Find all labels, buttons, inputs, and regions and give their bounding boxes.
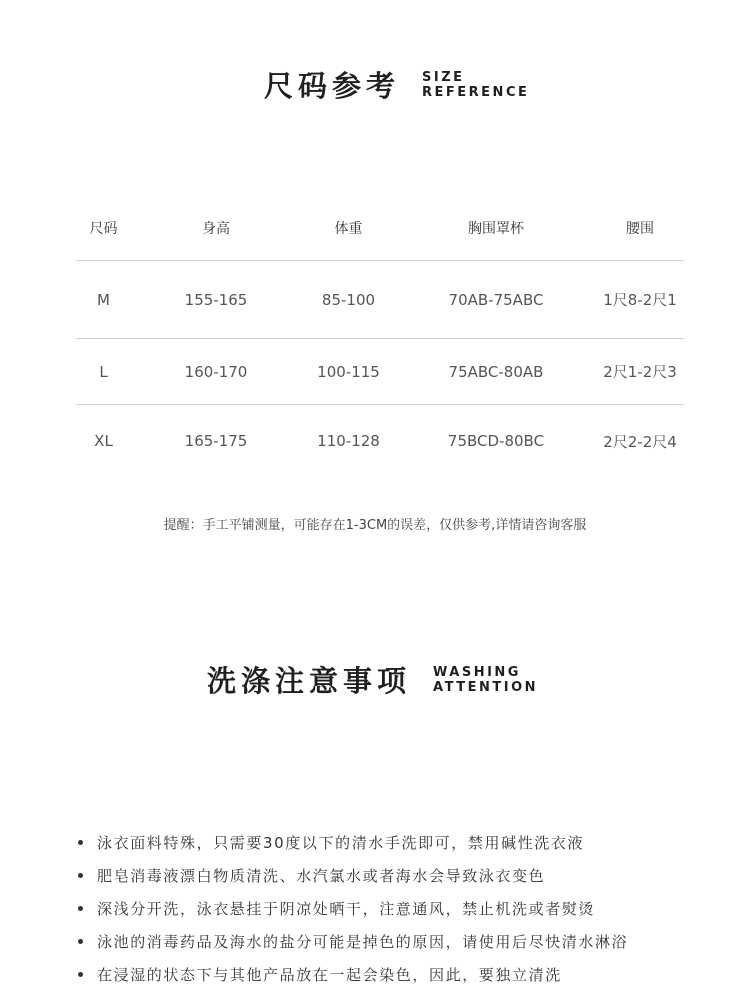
cell-weight: 100-115	[301, 339, 396, 405]
cell-height: 155-165	[131, 261, 301, 339]
list-item-text: 泳池的消毒药品及海水的盐分可能是掉色的原因，请使用后尽快清水淋浴	[97, 933, 629, 951]
list-item-text: 深浅分开洗，泳衣悬挂于阴凉处晒干，注意通风，禁止机洗或者熨烫	[97, 900, 596, 918]
header-size: 尺码	[76, 196, 131, 261]
cell-bust-cup: 75ABC-80AB	[396, 339, 596, 405]
washing-attention-title	[207, 659, 538, 700]
list-item-text: 泳衣面料特殊，只需要30度以下的清水手洗即可，禁用碱性洗衣液	[97, 834, 585, 852]
cell-bust-cup: 75BCD-80BC	[447, 432, 545, 450]
measurement-note: 提醒：手工平铺测量，可能存在1-3CM的误差，仅供参考,详情请咨询客服	[163, 518, 587, 533]
list-item-text: 在浸湿的状态下与其他产品放在一起会染色，因此，要独立清洗	[97, 966, 562, 984]
header-waist: 腰围	[596, 196, 684, 261]
wash-title-zh: 洗涤注意事项	[207, 664, 412, 698]
table-row	[76, 405, 684, 478]
cell-height: 160-170	[131, 339, 301, 405]
cell-waist: 1尺8-2尺1	[596, 261, 684, 339]
size-title-en	[422, 70, 529, 100]
size-title-zh: 尺码参考	[264, 69, 401, 103]
bullet-icon	[78, 972, 83, 977]
list-item	[78, 958, 698, 991]
table-row	[76, 339, 684, 405]
cell-weight: 85-100	[301, 261, 396, 339]
size-table-header-row	[76, 196, 684, 261]
wash-title-en-line1: WASHING	[433, 664, 521, 680]
size-title-en-line2: REFERENCE	[422, 84, 530, 100]
cell-size: XL	[94, 432, 113, 450]
cell-size: L	[76, 339, 131, 405]
cell-waist: 2尺2-2尺4	[603, 432, 677, 451]
bullet-icon	[78, 840, 83, 845]
bullet-icon	[78, 873, 83, 878]
header-bust-cup: 胸围罩杯	[396, 196, 596, 261]
cell-height: 165-175	[184, 432, 248, 450]
washing-instructions-list	[78, 826, 698, 991]
list-item-text: 肥皂消毒液漂白物质清洗、水汽氯水或者海水会导致泳衣变色	[97, 867, 546, 885]
size-reference-title	[264, 64, 529, 105]
cell-bust-cup: 70AB-75ABC	[396, 261, 596, 339]
cell-waist: 2尺1-2尺3	[596, 339, 684, 405]
cell-weight: 110-128	[317, 432, 380, 450]
list-item	[78, 925, 698, 958]
header-weight: 体重	[301, 196, 396, 261]
size-title-en-line1: SIZE	[422, 69, 465, 85]
wash-title-en-line2: ATTENTION	[433, 679, 538, 695]
size-table	[76, 196, 684, 477]
header-height: 身高	[131, 196, 301, 261]
cell-size: M	[76, 261, 131, 339]
bullet-icon	[78, 906, 83, 911]
list-item	[78, 892, 698, 925]
wash-title-en	[433, 665, 538, 695]
table-row	[76, 261, 684, 339]
bullet-icon	[78, 939, 83, 944]
list-item	[78, 859, 698, 892]
list-item	[78, 826, 698, 859]
